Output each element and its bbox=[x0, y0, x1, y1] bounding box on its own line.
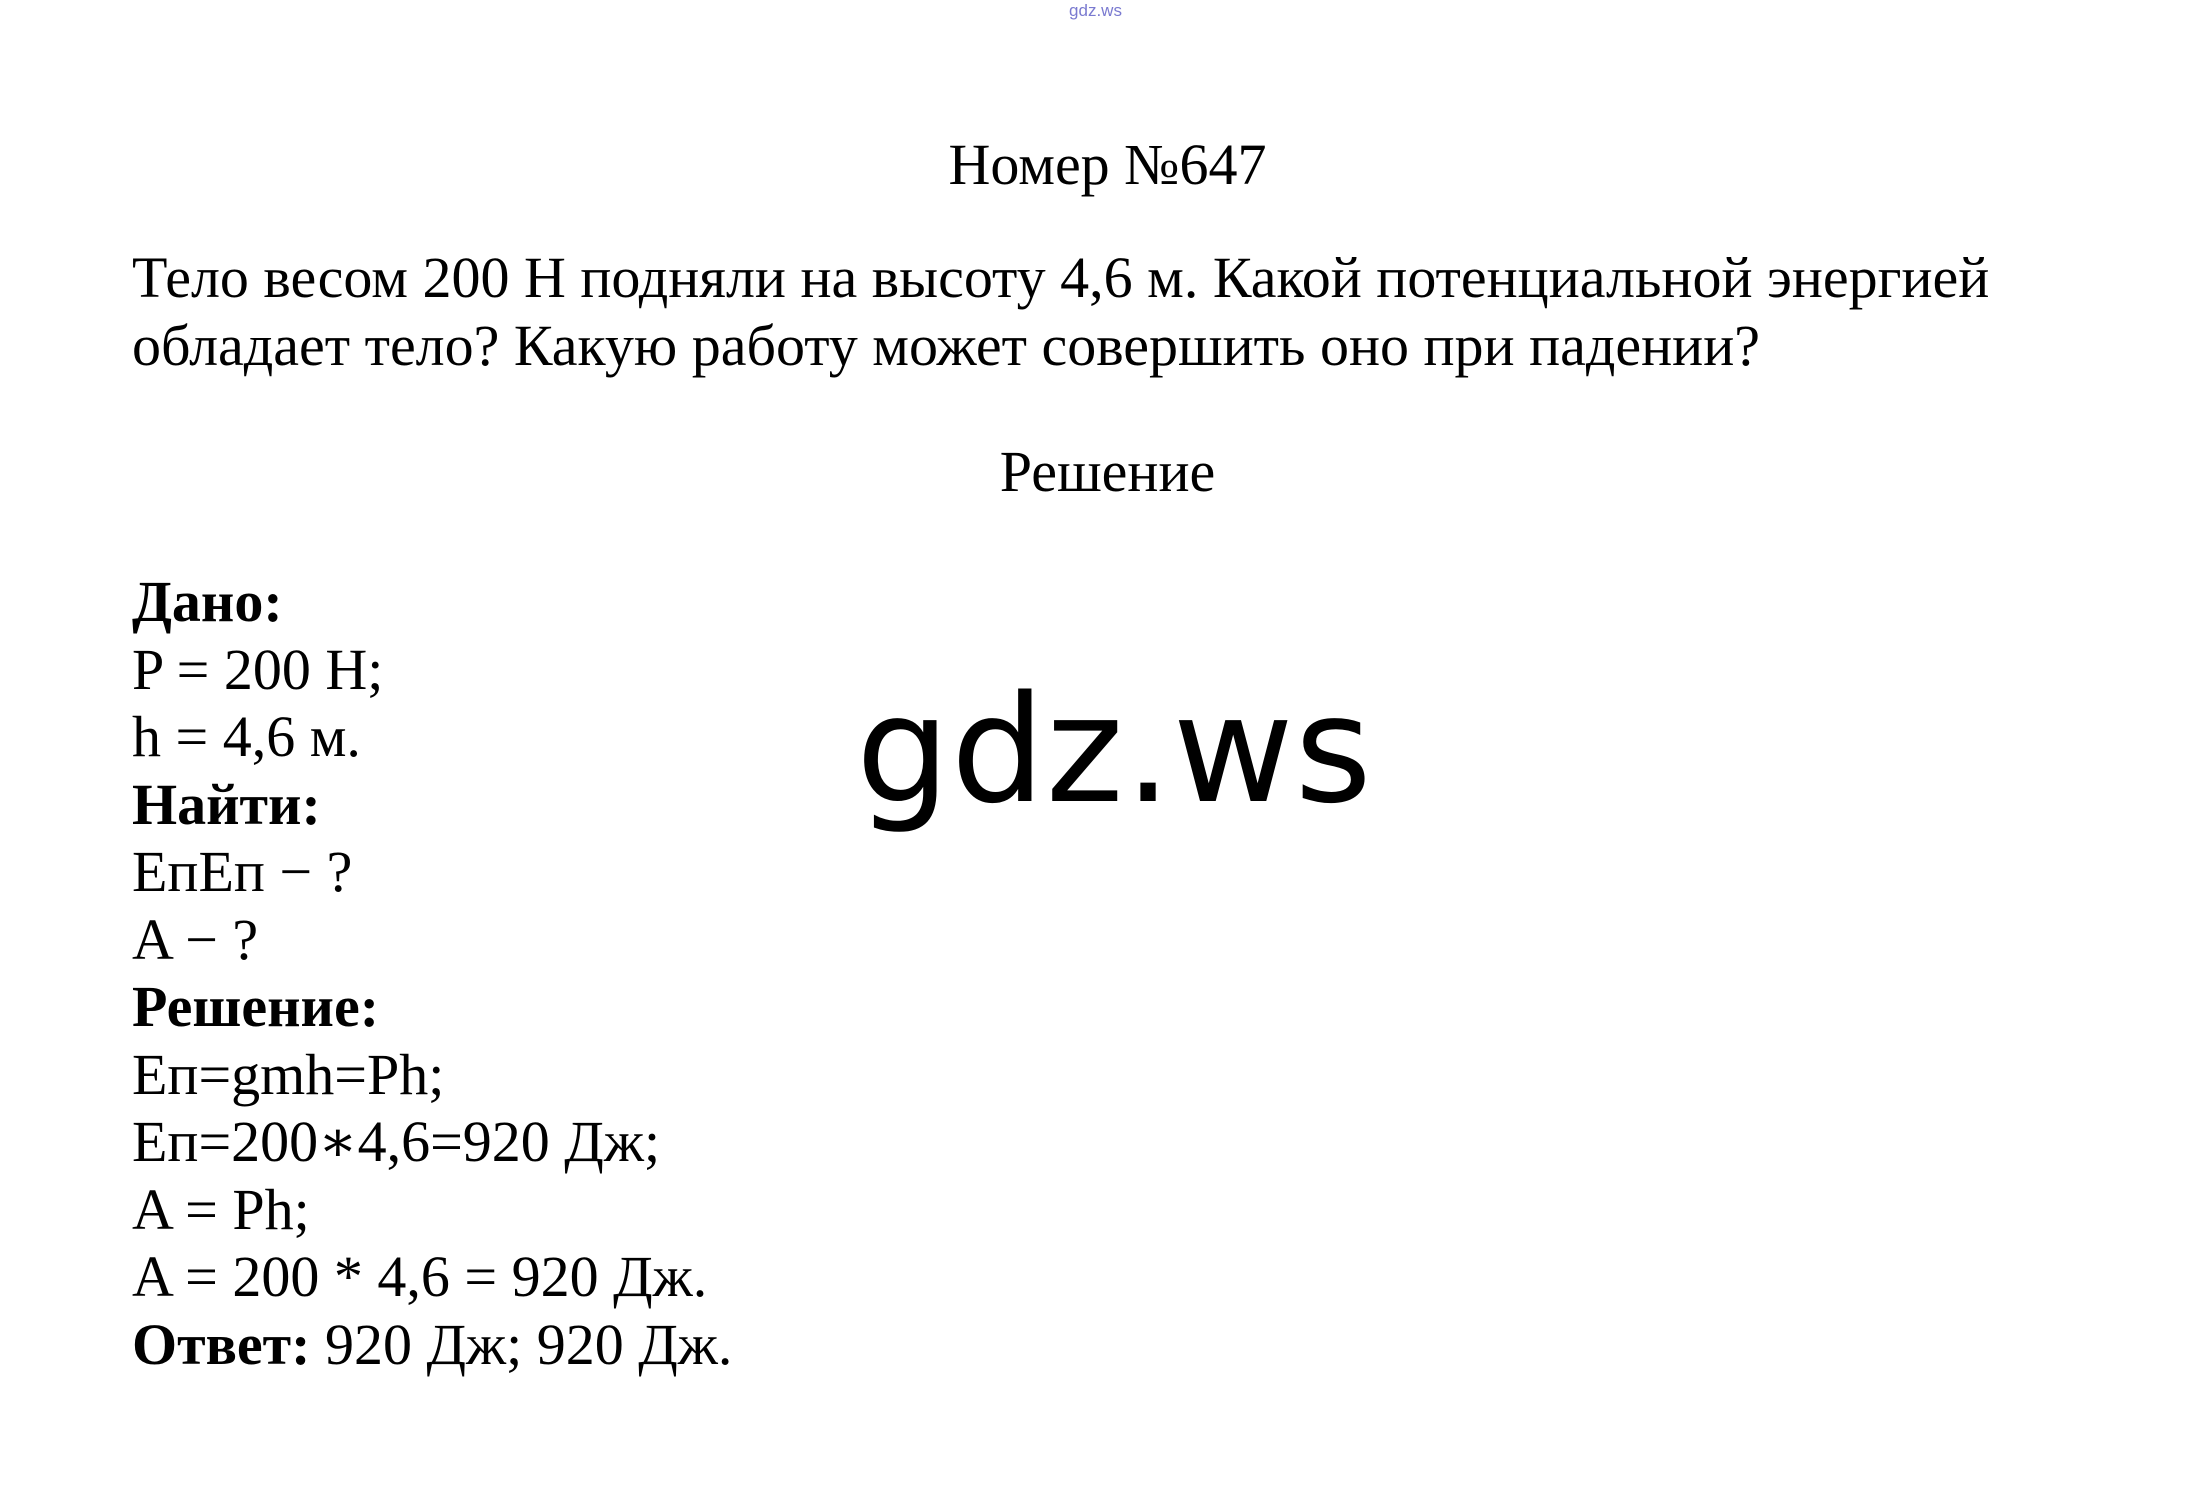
answer-value: 920 Дж; 920 Дж. bbox=[310, 1311, 733, 1377]
solution-line: Еп=200∗4,6=920 Дж; bbox=[132, 1109, 661, 1174]
given-line: h = 4,6 м. bbox=[132, 704, 361, 769]
solution-label: Решение: bbox=[132, 974, 380, 1039]
solution-heading: Решение bbox=[999, 439, 1216, 504]
solution-line: A = 200 * 4,6 = 920 Дж. bbox=[132, 1244, 708, 1309]
solution-line: A = Ph; bbox=[132, 1176, 310, 1242]
problem-text: Тело весом 200 Н подняли на высоту 4,6 м. Какой потенциальной энергией обладает тело? Какую работу может совершить оно при падении? bbox=[132, 245, 1990, 378]
given-line: P = 200 Н; bbox=[132, 636, 384, 702]
page-title: Номер №647 bbox=[948, 132, 1267, 197]
find-line: A − ? bbox=[132, 906, 259, 972]
given-label: Дано: bbox=[132, 569, 283, 634]
solution-line: Еп=gmh=Ph; bbox=[132, 1041, 445, 1107]
find-line: ЕпЕп − ? bbox=[132, 839, 353, 904]
watermark-logo: gdz.ws bbox=[856, 664, 1373, 836]
answer-label: Ответ: bbox=[132, 1311, 311, 1377]
site-mark: gdz.ws bbox=[1069, 1, 1122, 20]
answer-line bbox=[132, 1311, 1332, 1379]
find-label: Найти: bbox=[132, 771, 321, 837]
